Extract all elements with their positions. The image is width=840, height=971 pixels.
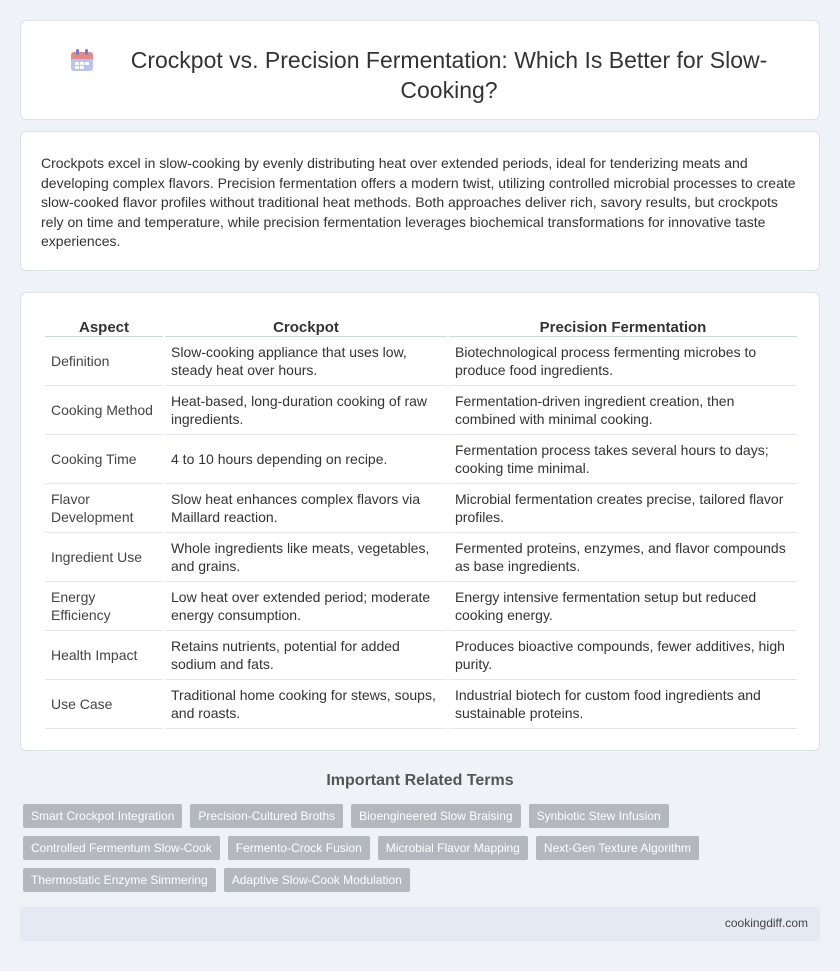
row-aspect: Flavor Development [45, 484, 163, 533]
row-crockpot: Heat-based, long-duration cooking of raw ingredients. [165, 386, 447, 435]
row-crockpot: Slow heat enhances complex flavors via Maillard reaction. [165, 484, 447, 533]
row-precision: Fermented proteins, enzymes, and flavor compounds as base ingredients. [449, 533, 797, 582]
related-term-tag[interactable]: Controlled Fermentum Slow-Cook [23, 836, 220, 860]
row-crockpot: Retains nutrients, potential for added sodium and fats. [165, 631, 447, 680]
tag-row [23, 836, 823, 860]
row-crockpot: Traditional home cooking for stews, soups, and roasts. [165, 680, 447, 729]
row-precision: Biotechnological process fermenting microbes to produce food ingredients. [449, 337, 797, 386]
title-card [20, 20, 820, 120]
footer [20, 907, 820, 941]
related-term-tag[interactable]: Bioengineered Slow Braising [351, 804, 520, 828]
row-aspect: Definition [45, 337, 163, 386]
related-term-tag[interactable]: Synbiotic Stew Infusion [529, 804, 669, 828]
related-term-tag[interactable]: Adaptive Slow-Cook Modulation [224, 868, 410, 892]
row-aspect: Cooking Method [45, 386, 163, 435]
intro-paragraph: Crockpots excel in slow-cooking by evenly distributing heat over extended periods, ideal for tenderizing meats and developing complex flavors. Precision fermentation offers a modern twist, utilizing controlled microbial processes to create slow-cooked flavor profiles without traditional heat methods. Both approaches deliver rich, savory results, but crockpots rely on time and temperature, while precision fermentation leverages biochemical transformations for innovative taste experiences. [41, 155, 796, 249]
row-aspect: Use Case [45, 680, 163, 729]
header-crockpot: Crockpot [165, 315, 447, 337]
comparison-table [43, 315, 799, 729]
row-aspect: Ingredient Use [45, 533, 163, 582]
table-row [45, 337, 797, 386]
table-row [45, 680, 797, 729]
title-wrap [21, 45, 821, 105]
table-row [45, 582, 797, 631]
tag-row [23, 804, 823, 828]
intro-card [20, 131, 820, 271]
row-aspect: Health Impact [45, 631, 163, 680]
comparison-card [20, 292, 820, 751]
row-crockpot: 4 to 10 hours depending on recipe. [165, 435, 447, 484]
related-term-tag[interactable]: Fermento-Crock Fusion [228, 836, 370, 860]
page-title: Crockpot vs. Precision Fermentation: Which Is Better for Slow-Cooking? [130, 47, 768, 103]
row-precision: Industrial biotech for custom food ingredients and sustainable proteins. [449, 680, 797, 729]
row-crockpot: Slow-cooking appliance that uses low, steady heat over hours. [165, 337, 447, 386]
tag-row [23, 868, 823, 892]
header-precision-fermentation: Precision Fermentation [449, 315, 797, 337]
row-aspect: Energy Efficiency [45, 582, 163, 631]
table-row [45, 533, 797, 582]
related-terms-list [23, 804, 823, 900]
related-term-tag[interactable]: Smart Crockpot Integration [23, 804, 182, 828]
calendar-icon [69, 47, 95, 73]
table-row [45, 484, 797, 533]
related-terms-title: Important Related Terms [326, 772, 514, 789]
row-precision: Energy intensive fermentation setup but reduced cooking energy. [449, 582, 797, 631]
row-precision: Produces bioactive compounds, fewer additives, high purity. [449, 631, 797, 680]
related-term-tag[interactable]: Next-Gen Texture Algorithm [536, 836, 699, 860]
row-crockpot: Whole ingredients like meats, vegetables, and grains. [165, 533, 447, 582]
related-term-tag[interactable]: Thermostatic Enzyme Simmering [23, 868, 216, 892]
table-row [45, 631, 797, 680]
row-crockpot: Low heat over extended period; moderate energy consumption. [165, 582, 447, 631]
footer-site-link[interactable]: cookingdiff.com [724, 916, 808, 930]
row-precision: Fermentation process takes several hours to days; cooking time minimal. [449, 435, 797, 484]
related-term-tag[interactable]: Microbial Flavor Mapping [378, 836, 528, 860]
row-aspect: Cooking Time [45, 435, 163, 484]
table-row [45, 386, 797, 435]
header-aspect: Aspect [45, 315, 163, 337]
row-precision: Microbial fermentation creates precise, tailored flavor profiles. [449, 484, 797, 533]
row-precision: Fermentation-driven ingredient creation, then combined with minimal cooking. [449, 386, 797, 435]
table-header-row [45, 315, 797, 337]
related-term-tag[interactable]: Precision-Cultured Broths [190, 804, 343, 828]
table-row [45, 435, 797, 484]
